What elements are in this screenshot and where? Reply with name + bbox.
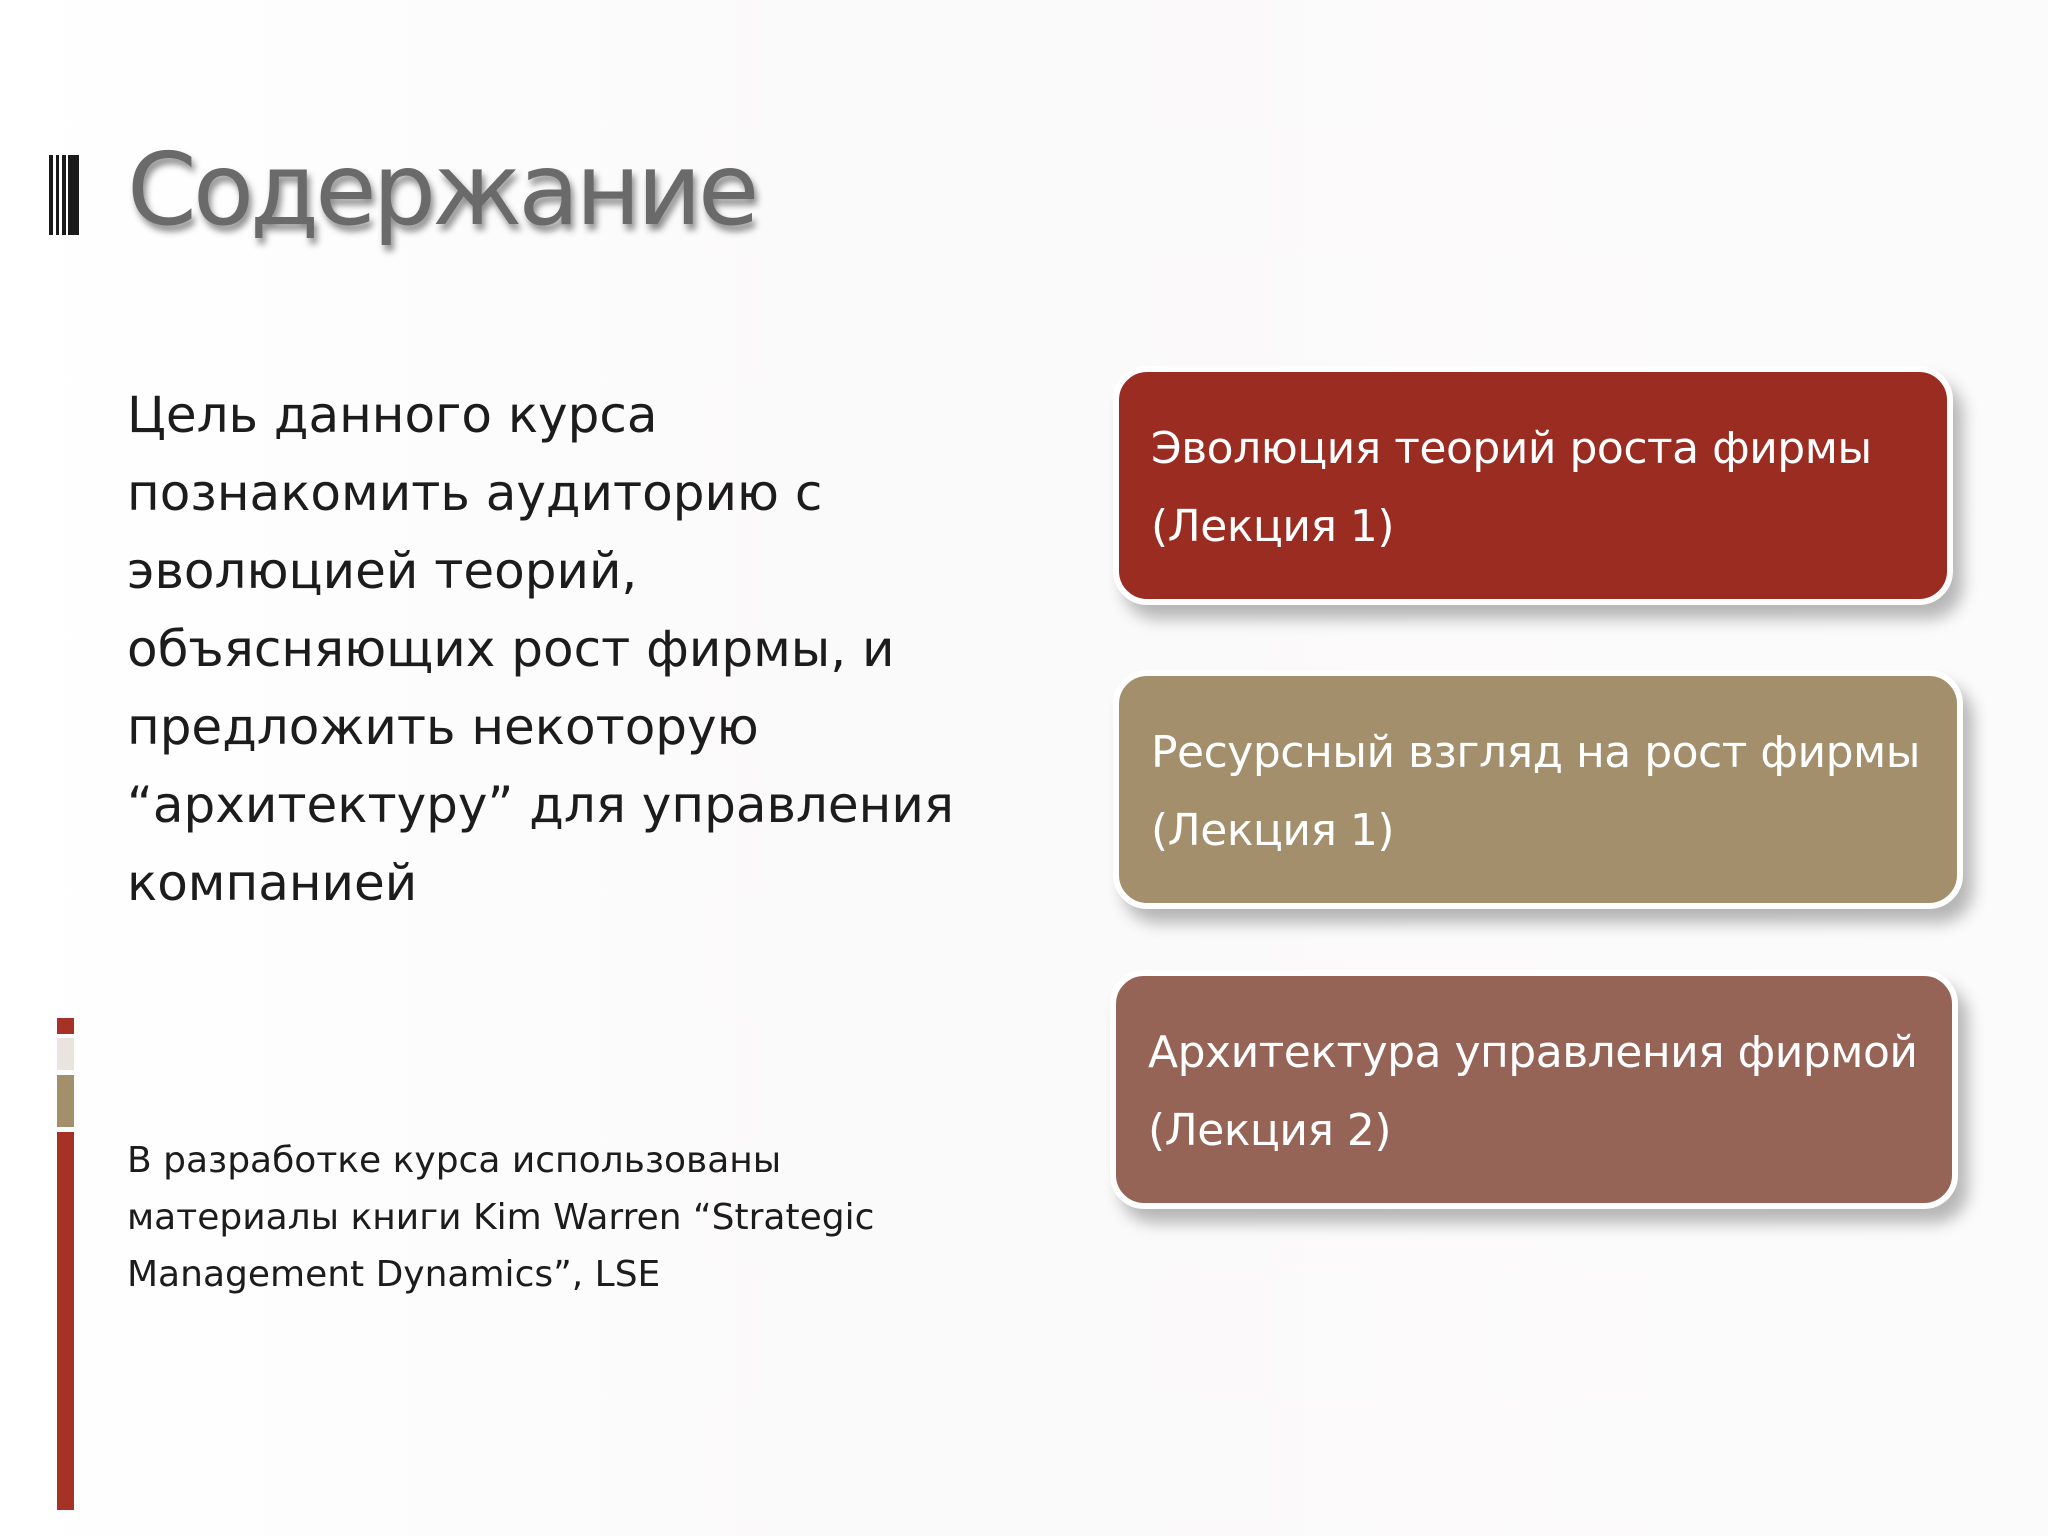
title-marker-bars: [49, 155, 79, 235]
topic-title: Архитектура управления фирмой: [1148, 1027, 1918, 1078]
text-line: В разработке курса использованы: [127, 1140, 782, 1181]
topic-box-resource-view: [1113, 670, 1963, 909]
topic-lecture: (Лекция 1): [1151, 501, 1395, 552]
text-line: Management Dynamics”, LSE: [127, 1254, 661, 1295]
text-line: познакомить аудиторию с: [127, 464, 823, 522]
topic-box-architecture: [1110, 970, 1958, 1209]
text-line: эволюцией теорий,: [127, 542, 638, 600]
topic-title: Эволюция теорий роста фирмы: [1151, 423, 1872, 474]
text-line: Цель данного курса: [127, 386, 658, 444]
accent-bar-beige: [57, 1075, 74, 1127]
course-goal-text: [127, 376, 1007, 922]
accent-bar-red-small: [57, 1018, 74, 1034]
text-line: материалы книги Kim Warren “Strategic: [127, 1197, 875, 1238]
text-line: предложить некоторую: [127, 698, 759, 756]
text-line: объясняющих рост фирмы, и: [127, 620, 895, 678]
source-note-text: [127, 1132, 947, 1303]
accent-bar-red-long: [57, 1132, 74, 1510]
topic-title: Ресурсный взгляд на рост фирмы: [1151, 727, 1920, 778]
topic-lecture: (Лекция 2): [1148, 1105, 1392, 1156]
text-line: компанией: [127, 854, 418, 912]
topic-box-evolution: [1113, 366, 1953, 605]
text-line: “архитектуру” для управления: [127, 776, 954, 834]
topic-lecture: (Лекция 1): [1151, 805, 1395, 856]
accent-bar-light: [57, 1038, 74, 1070]
slide-title: Содержание: [127, 131, 756, 248]
